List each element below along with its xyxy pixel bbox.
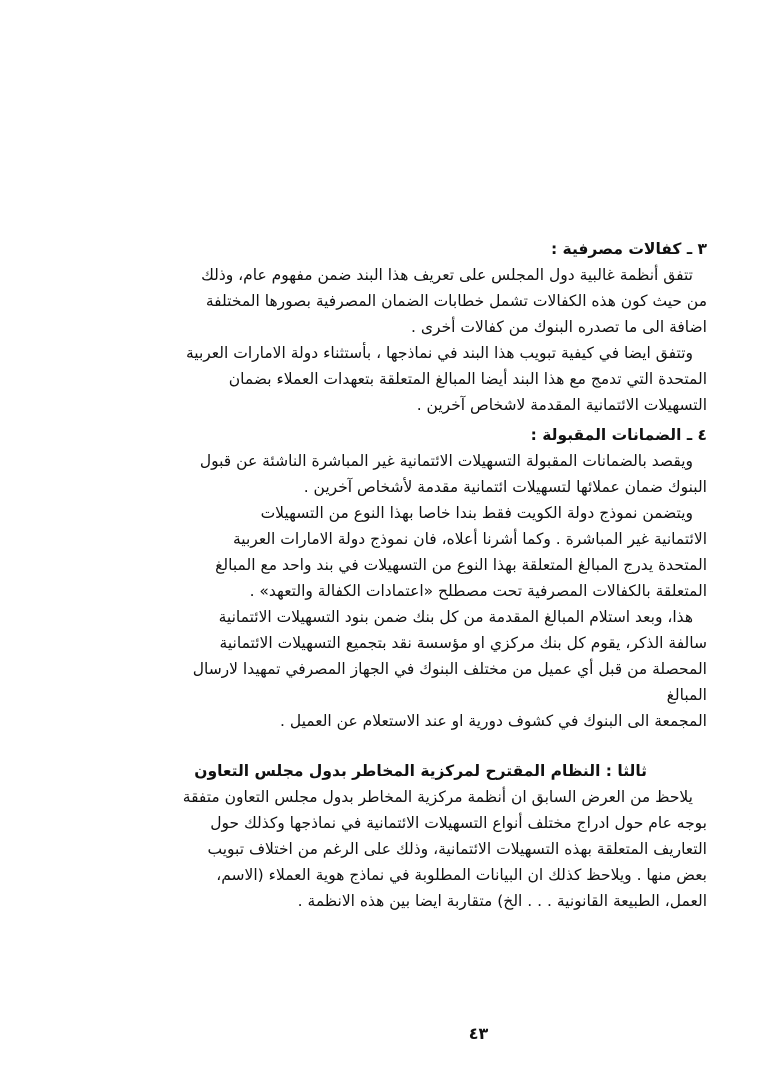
section-3-heading: ٣ ـ كفالات مصرفية : [550, 240, 707, 258]
section-4-heading: ٤ ـ الضمانات المقبولة : [530, 426, 707, 444]
paragraph-line: وتتفق ايضا في كيفية تبويب هذا البند في نماذجها ، بأستثناء دولة الامارات العربية [185, 344, 693, 362]
paragraph-line: التسهيلات الائتمانية المقدمة لاشخاص آخرين . [416, 396, 707, 414]
paragraph-line: المحصلة من قبل أي عميل من مختلف البنوك في الجهاز المصرفي تمهيدا لارسال المبالغ [192, 660, 707, 704]
paragraph-line: يلاحظ من العرض السابق ان أنظمة مركزية المخاطر بدول مجلس التعاون متفقة [182, 788, 693, 806]
page-number: ٤٣ [468, 1024, 489, 1043]
paragraph-line: التعاريف المتعلقة بهذه التسهيلات الائتمانية، وذلك على الرغم من اختلاف تبويب [207, 840, 707, 858]
part-3-title: ثالثا : النظام المقترح لمركزية المخاطر بدول مجلس التعاون [194, 762, 647, 780]
paragraph-line: المتحدة التي تدمج مع هذا البند أيضا المبالغ المتعلقة بتعهدات العملاء بضمان [228, 370, 707, 388]
paragraph-line: من حيث كون هذه الكفالات تشمل خطابات الضمان المصرفية بصورها المختلفة [205, 292, 707, 310]
paragraph-line: البنوك ضمان عملائها لتسهيلات ائتمانية مقدمة لأشخاص آخرين . [303, 478, 707, 496]
paragraph-line: بعض منها . ويلاحظ كذلك ان البيانات المطلوبة في نماذج هوية العملاء (الاسم، [216, 866, 707, 884]
paragraph-line: هذا، وبعد استلام المبالغ المقدمة من كل بنك ضمن بنود التسهيلات الائتمانية [218, 608, 693, 626]
paragraph-line: اضافة الى ما تصدره البنوك من كفالات أخرى . [411, 318, 707, 336]
paragraph-line: المجمعة الى البنوك في كشوف دورية او عند الاستعلام عن العميل . [279, 712, 707, 730]
paragraph-line: تتفق أنظمة غالبية دول المجلس على تعريف هذا البند ضمن مفهوم عام، وذلك [201, 266, 693, 284]
paragraph-line: الائتمانية غير المباشرة . وكما أشرنا أعلاه، فان نموذج دولة الامارات العربية [232, 530, 707, 548]
paragraph-line: ويقصد بالضمانات المقبولة التسهيلات الائتمانية غير المباشرة الناشئة عن قبول [199, 452, 693, 470]
paragraph-line: العمل، الطبيعة القانونية . . . الخ) متقاربة ايضا بين هذه الانظمة . [297, 892, 707, 910]
paragraph-line: المتعلقة بالكفالات المصرفية تحت مصطلح «اعتمادات الكفالة والتعهد» . [249, 582, 707, 600]
paragraph-line: ويتضمن نموذج دولة الكويت فقط بندا خاصا بهذا النوع من التسهيلات [260, 504, 693, 522]
paragraph-line: سالفة الذكر، يقوم كل بنك مركزي او مؤسسة نقد بتجميع التسهيلات الائتمانية [219, 634, 707, 652]
paragraph-line: المتحدة يدرج المبالغ المتعلقة بهذا النوع من التسهيلات في بند واحد مع المبالغ [215, 556, 707, 574]
paragraph-line: بوجه عام حول ادراج مختلف أنواع التسهيلات الائتمانية في نماذجها وكذلك حول [210, 814, 707, 832]
